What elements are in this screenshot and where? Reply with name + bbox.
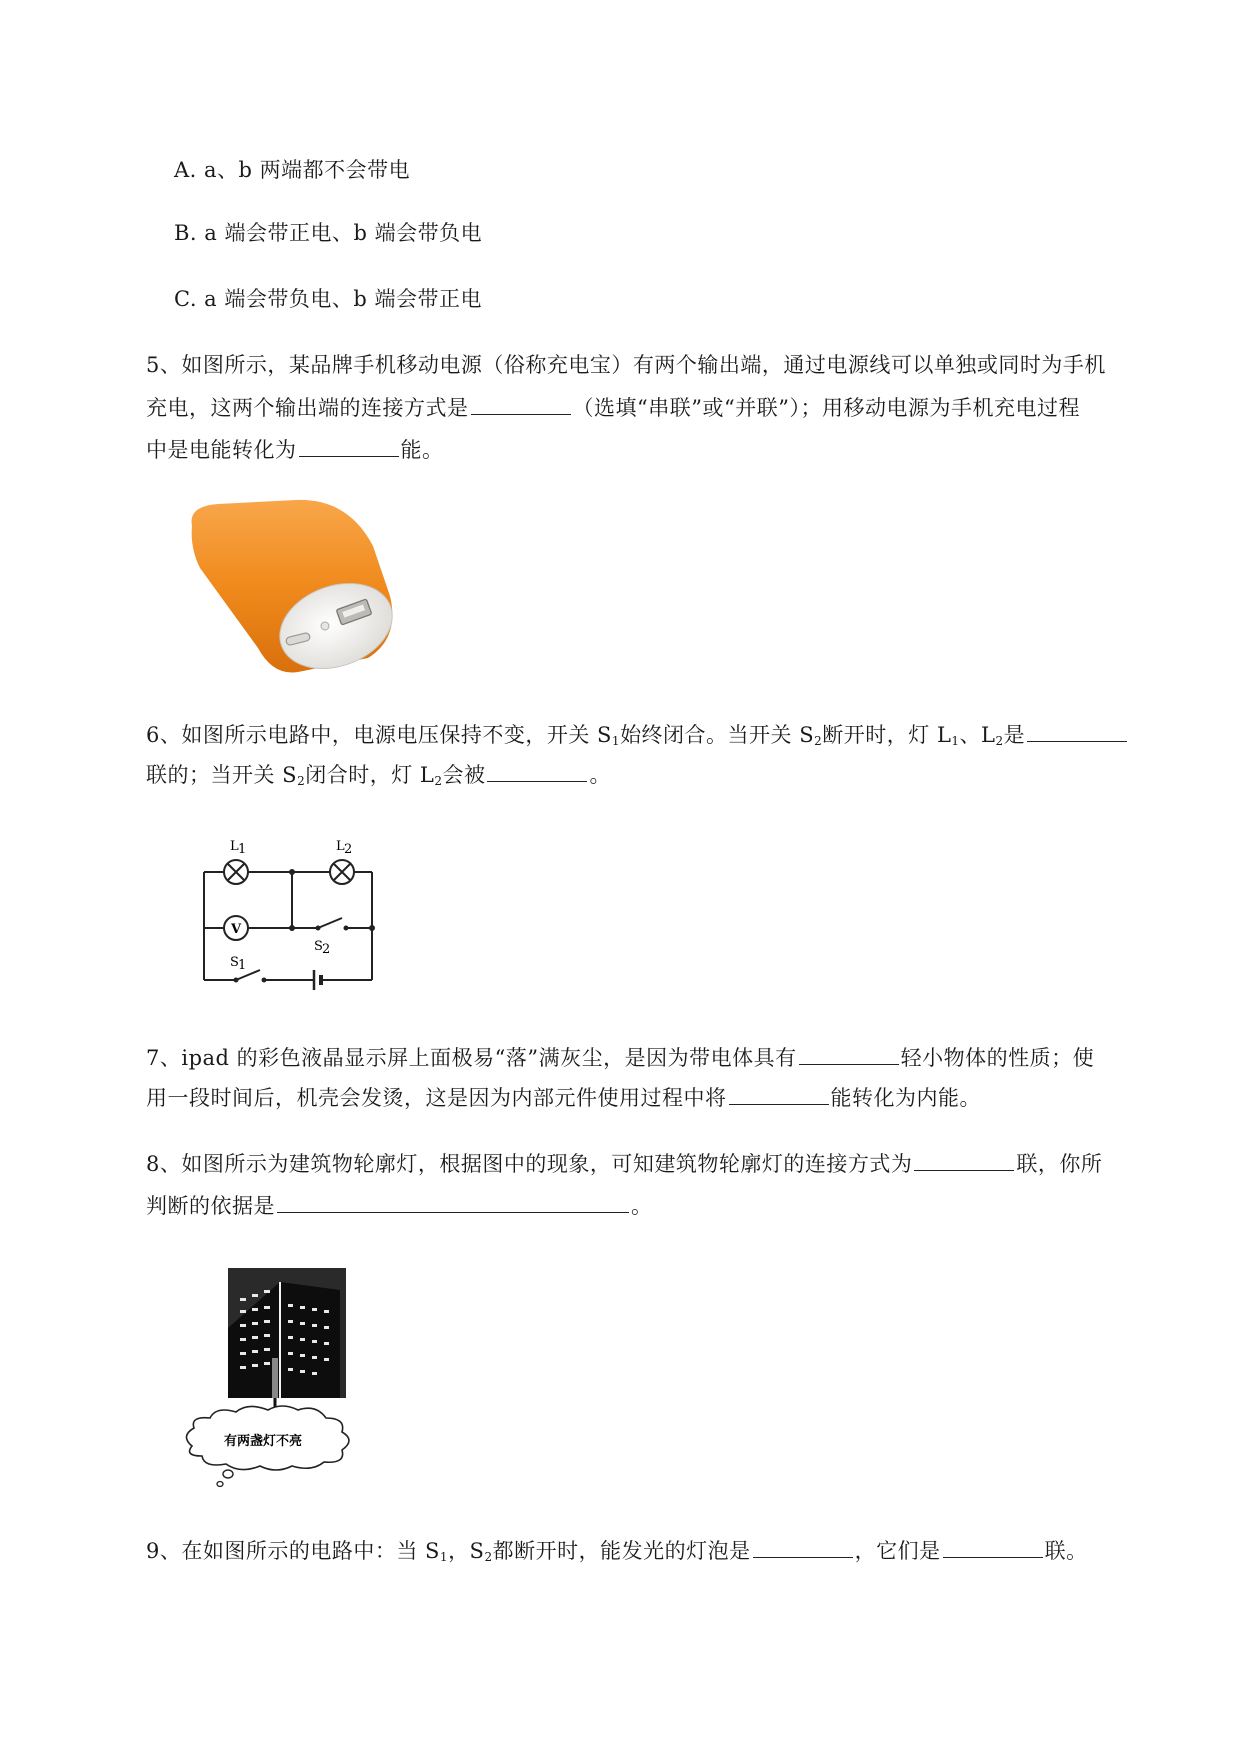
- option-b: B. a 端会带正电、b 端会带负电: [174, 221, 483, 245]
- q8-text-b: 联，你所: [1016, 1152, 1103, 1176]
- q7-text-d: 能转化为内能。: [830, 1086, 981, 1110]
- q9-blank-1[interactable]: [753, 1533, 853, 1558]
- q6-sub-l1: 1: [951, 734, 960, 748]
- switch-s2-sub: 2: [322, 942, 331, 957]
- q6-text-g: 闭合时，灯 L: [305, 763, 435, 787]
- q6-blank-1[interactable]: [1027, 717, 1127, 742]
- lamp-l2-sub: 2: [344, 842, 353, 857]
- q9-line: [146, 1533, 1088, 1572]
- q7-blank-1[interactable]: [799, 1040, 899, 1065]
- q9-blank-2[interactable]: [943, 1533, 1043, 1558]
- q7-text-b: 轻小物体的性质；使: [900, 1046, 1095, 1070]
- q6-text-a: 6、如图所示电路中，电源电压保持不变，开关 S: [146, 723, 612, 747]
- q7-text-c: 用一段时间后，机壳会发烫，这是因为内部元件使用过程中将: [146, 1086, 727, 1110]
- q6-line-1: [146, 717, 1129, 756]
- q8-blank-1[interactable]: [914, 1146, 1014, 1171]
- q6-text-i: 。: [589, 763, 611, 787]
- lamp-l1-label: L: [230, 839, 239, 854]
- q5-text-b: （选填“串联”或“并联”）；用移动电源为手机充电过程: [572, 396, 1080, 420]
- q8-line-2: [146, 1188, 653, 1221]
- switch-s1-label: S: [230, 955, 239, 970]
- q6-text-d: 、L: [959, 723, 996, 747]
- q6-sub-s2: 2: [814, 734, 823, 748]
- q9-sub-s1: 1: [439, 1550, 449, 1564]
- powerbank-image: [178, 498, 400, 678]
- q6-text-b: 始终闭合。当开关 S: [620, 723, 815, 747]
- q5-line-1: 5、如图所示，某品牌手机移动电源（俗称充电宝）有两个输出端，通过电源线可以单独或同时为手机: [146, 353, 1106, 377]
- bubble-text: 有两盏灯不亮: [224, 1434, 303, 1449]
- lamp-l2-label: L: [336, 839, 345, 854]
- q6-text-f: 联的；当开关 S: [146, 763, 298, 787]
- q8-line-1: [146, 1146, 1102, 1179]
- q9-text-b: ，S: [448, 1539, 485, 1563]
- q9-text-d: ，它们是: [854, 1539, 941, 1563]
- q5-blank-1[interactable]: [471, 390, 571, 415]
- q7-text-a: 7、ipad 的彩色液晶显示屏上面极易“落”满灰尘，是因为带电体具有: [146, 1046, 797, 1070]
- q5-line-2: [146, 390, 1080, 423]
- q6-sub-s2b: 2: [297, 774, 306, 788]
- q6-text-e: 是: [1003, 723, 1026, 747]
- switch-s2-label: S: [314, 939, 323, 954]
- q6-text-c: 断开时，灯 L: [822, 723, 952, 747]
- q6-sub-s1: 1: [611, 734, 621, 748]
- q5-text-a: 充电，这两个输出端的连接方式是: [146, 396, 469, 420]
- q9-text-c: 都断开时，能发光的灯泡是: [492, 1539, 751, 1563]
- voltmeter-label: V: [231, 922, 242, 937]
- switch-s1-sub: 1: [238, 958, 247, 973]
- q8-blank-2[interactable]: [277, 1188, 629, 1213]
- q5-text-c: 中是电能转化为: [146, 438, 297, 462]
- q7-line-1: [146, 1040, 1094, 1073]
- circuit-diagram: [180, 832, 395, 1002]
- q8-text-a: 8、如图所示为建筑物轮廓灯，根据图中的现象，可知建筑物轮廓灯的连接方式为: [146, 1152, 913, 1176]
- q9-text-a: 9、在如图所示的电路中：当 S: [146, 1539, 440, 1563]
- q7-blank-2[interactable]: [729, 1080, 829, 1105]
- q9-text-e: 联。: [1044, 1539, 1088, 1563]
- building-image: [180, 1268, 380, 1490]
- lamp-l1-sub: 1: [238, 842, 247, 857]
- q6-sub-l2: 2: [995, 734, 1004, 748]
- option-c: C. a 端会带负电、b 端会带正电: [174, 287, 482, 311]
- q8-text-c: 判断的依据是: [146, 1194, 275, 1218]
- q5-text-d: 能。: [400, 438, 444, 462]
- q8-text-d: 。: [631, 1194, 653, 1218]
- option-a: A. a、b 两端都不会带电: [174, 158, 411, 182]
- q6-sub-l2b: 2: [434, 774, 443, 788]
- q9-sub-s2: 2: [484, 1550, 493, 1564]
- q5-blank-2[interactable]: [299, 432, 399, 457]
- q5-line-3: [146, 432, 444, 465]
- q6-line-2: [146, 757, 611, 796]
- q6-text-h: 会被: [442, 763, 486, 787]
- q6-blank-2[interactable]: [487, 757, 587, 782]
- q7-line-2: [146, 1080, 981, 1113]
